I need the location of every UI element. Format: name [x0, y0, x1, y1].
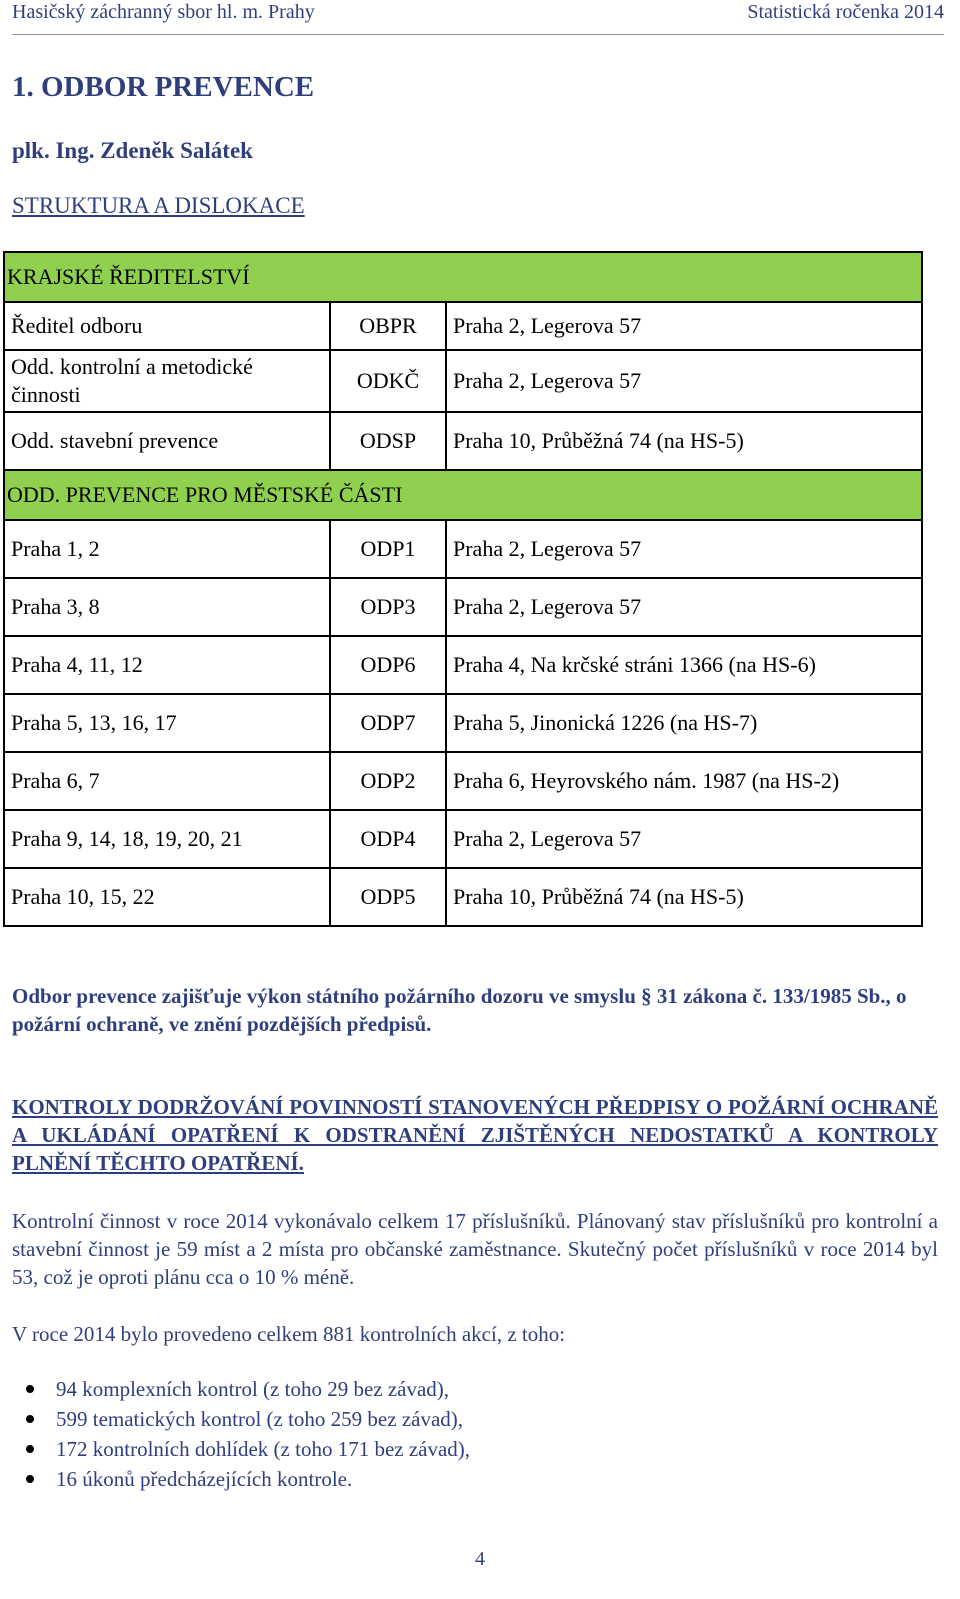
code-cell: ODP4 — [330, 810, 446, 868]
list-item — [12, 1434, 470, 1464]
code-cell: ODP5 — [330, 868, 446, 926]
table-row — [4, 694, 922, 752]
table-row — [4, 412, 922, 470]
code-cell: ODSP — [330, 412, 446, 470]
unit-cell: Odd. stavební prevence — [4, 412, 330, 470]
bullet-icon — [26, 1445, 34, 1453]
header-organization: Hasičský záchranný sbor hl. m. Prahy — [12, 1, 315, 23]
bullet-icon — [26, 1385, 34, 1393]
structure-title: STRUKTURA A DISLOKACE — [12, 193, 305, 218]
section-label: KRAJSKÉ ŘEDITELSTVÍ — [4, 252, 922, 302]
table-section-header — [4, 252, 922, 302]
bullet-icon — [26, 1415, 34, 1423]
page-number: 4 — [475, 1548, 485, 1570]
code-cell: ODP7 — [330, 694, 446, 752]
unit-cell: Ředitel odboru — [4, 302, 330, 350]
code-cell: ODP3 — [330, 578, 446, 636]
table-row — [4, 350, 922, 412]
address-cell: Praha 10, Průběžná 74 (na HS-5) — [446, 412, 922, 470]
unit-cell: Praha 5, 13, 16, 17 — [4, 694, 330, 752]
page-header — [12, 0, 944, 35]
list-item-text: 94 komplexních kontrol (z toho 29 bez závad), — [56, 1377, 450, 1401]
table-section-header — [4, 470, 922, 520]
bullet-icon — [26, 1475, 34, 1483]
structure-table — [3, 251, 923, 927]
unit-cell: Praha 1, 2 — [4, 520, 330, 578]
table-row — [4, 636, 922, 694]
header-publication: Statistická ročenka 2014 — [747, 1, 944, 23]
list-item-text: 16 úkonů předcházejících kontrole. — [56, 1467, 353, 1491]
head-name: plk. Ing. Zdeněk Salátek — [12, 138, 253, 163]
address-cell: Praha 4, Na krčské stráni 1366 (na HS-6) — [446, 636, 922, 694]
table-row — [4, 302, 922, 350]
unit-cell: Praha 6, 7 — [4, 752, 330, 810]
table-row — [4, 810, 922, 868]
unit-cell: Praha 3, 8 — [4, 578, 330, 636]
code-cell: OBPR — [330, 302, 446, 350]
address-cell: Praha 2, Legerova 57 — [446, 302, 922, 350]
address-cell: Praha 2, Legerova 57 — [446, 810, 922, 868]
table-row — [4, 578, 922, 636]
staffing-paragraph: Kontrolní činnost v roce 2014 vykonávalo celkem 17 příslušníků. Plánovaný stav příslušníků pro kontrolní a stavební činnost je 59 míst a 2 místa pro občanské zaměstnance. Skutečný počet příslušníků v roce 2014 byl 53, což je oproti plánu cca o 10 % méně. — [12, 1209, 938, 1289]
section-label: ODD. PREVENCE PRO MĚSTSKÉ ČÁSTI — [4, 470, 922, 520]
list-item — [12, 1374, 470, 1404]
unit-cell: Odd. kontrolní a metodické činnosti — [4, 350, 330, 412]
unit-cell: Praha 9, 14, 18, 19, 20, 21 — [4, 810, 330, 868]
legal-basis-note: Odbor prevence zajišťuje výkon státního požárního dozoru ve smyslu § 31 zákona č. 133/1985 Sb., o požární ochraně, ve znění pozdějších předpisů. — [12, 984, 907, 1036]
table-row — [4, 868, 922, 926]
table-row — [4, 752, 922, 810]
inspections-heading: KONTROLY DODRŽOVÁNÍ POVINNOSTÍ STANOVENÝCH PŘEDPISY O POŽÁRNÍ OCHRANĚ A UKLÁDÁNÍ OPATŘENÍ K ODSTRANĚNÍ ZJIŠTĚNÝCH NEDOSTATKŮ A KONTROLY PLNĚNÍ TĚCHTO OPATŘENÍ. — [12, 1095, 938, 1175]
address-cell: Praha 2, Legerova 57 — [446, 350, 922, 412]
unit-cell: Praha 4, 11, 12 — [4, 636, 330, 694]
table-row — [4, 520, 922, 578]
unit-cell: Praha 10, 15, 22 — [4, 868, 330, 926]
address-cell: Praha 6, Heyrovského nám. 1987 (na HS-2) — [446, 752, 922, 810]
list-item-text: 172 kontrolních dohlídek (z toho 171 bez závad), — [56, 1437, 471, 1461]
inspections-summary: V roce 2014 bylo provedeno celkem 881 kontrolních akcí, z toho: — [12, 1322, 566, 1346]
list-item-text: 599 tematických kontrol (z toho 259 bez závad), — [56, 1407, 464, 1431]
inspection-list — [12, 1374, 470, 1494]
address-cell: Praha 2, Legerova 57 — [446, 520, 922, 578]
list-item — [12, 1404, 470, 1434]
address-cell: Praha 10, Průběžná 74 (na HS-5) — [446, 868, 922, 926]
list-item — [12, 1464, 470, 1494]
section-title: 1. ODBOR PREVENCE — [12, 71, 315, 103]
address-cell: Praha 5, Jinonická 1226 (na HS-7) — [446, 694, 922, 752]
code-cell: ODP1 — [330, 520, 446, 578]
address-cell: Praha 2, Legerova 57 — [446, 578, 922, 636]
code-cell: ODP6 — [330, 636, 446, 694]
code-cell: ODP2 — [330, 752, 446, 810]
code-cell: ODKČ — [330, 350, 446, 412]
